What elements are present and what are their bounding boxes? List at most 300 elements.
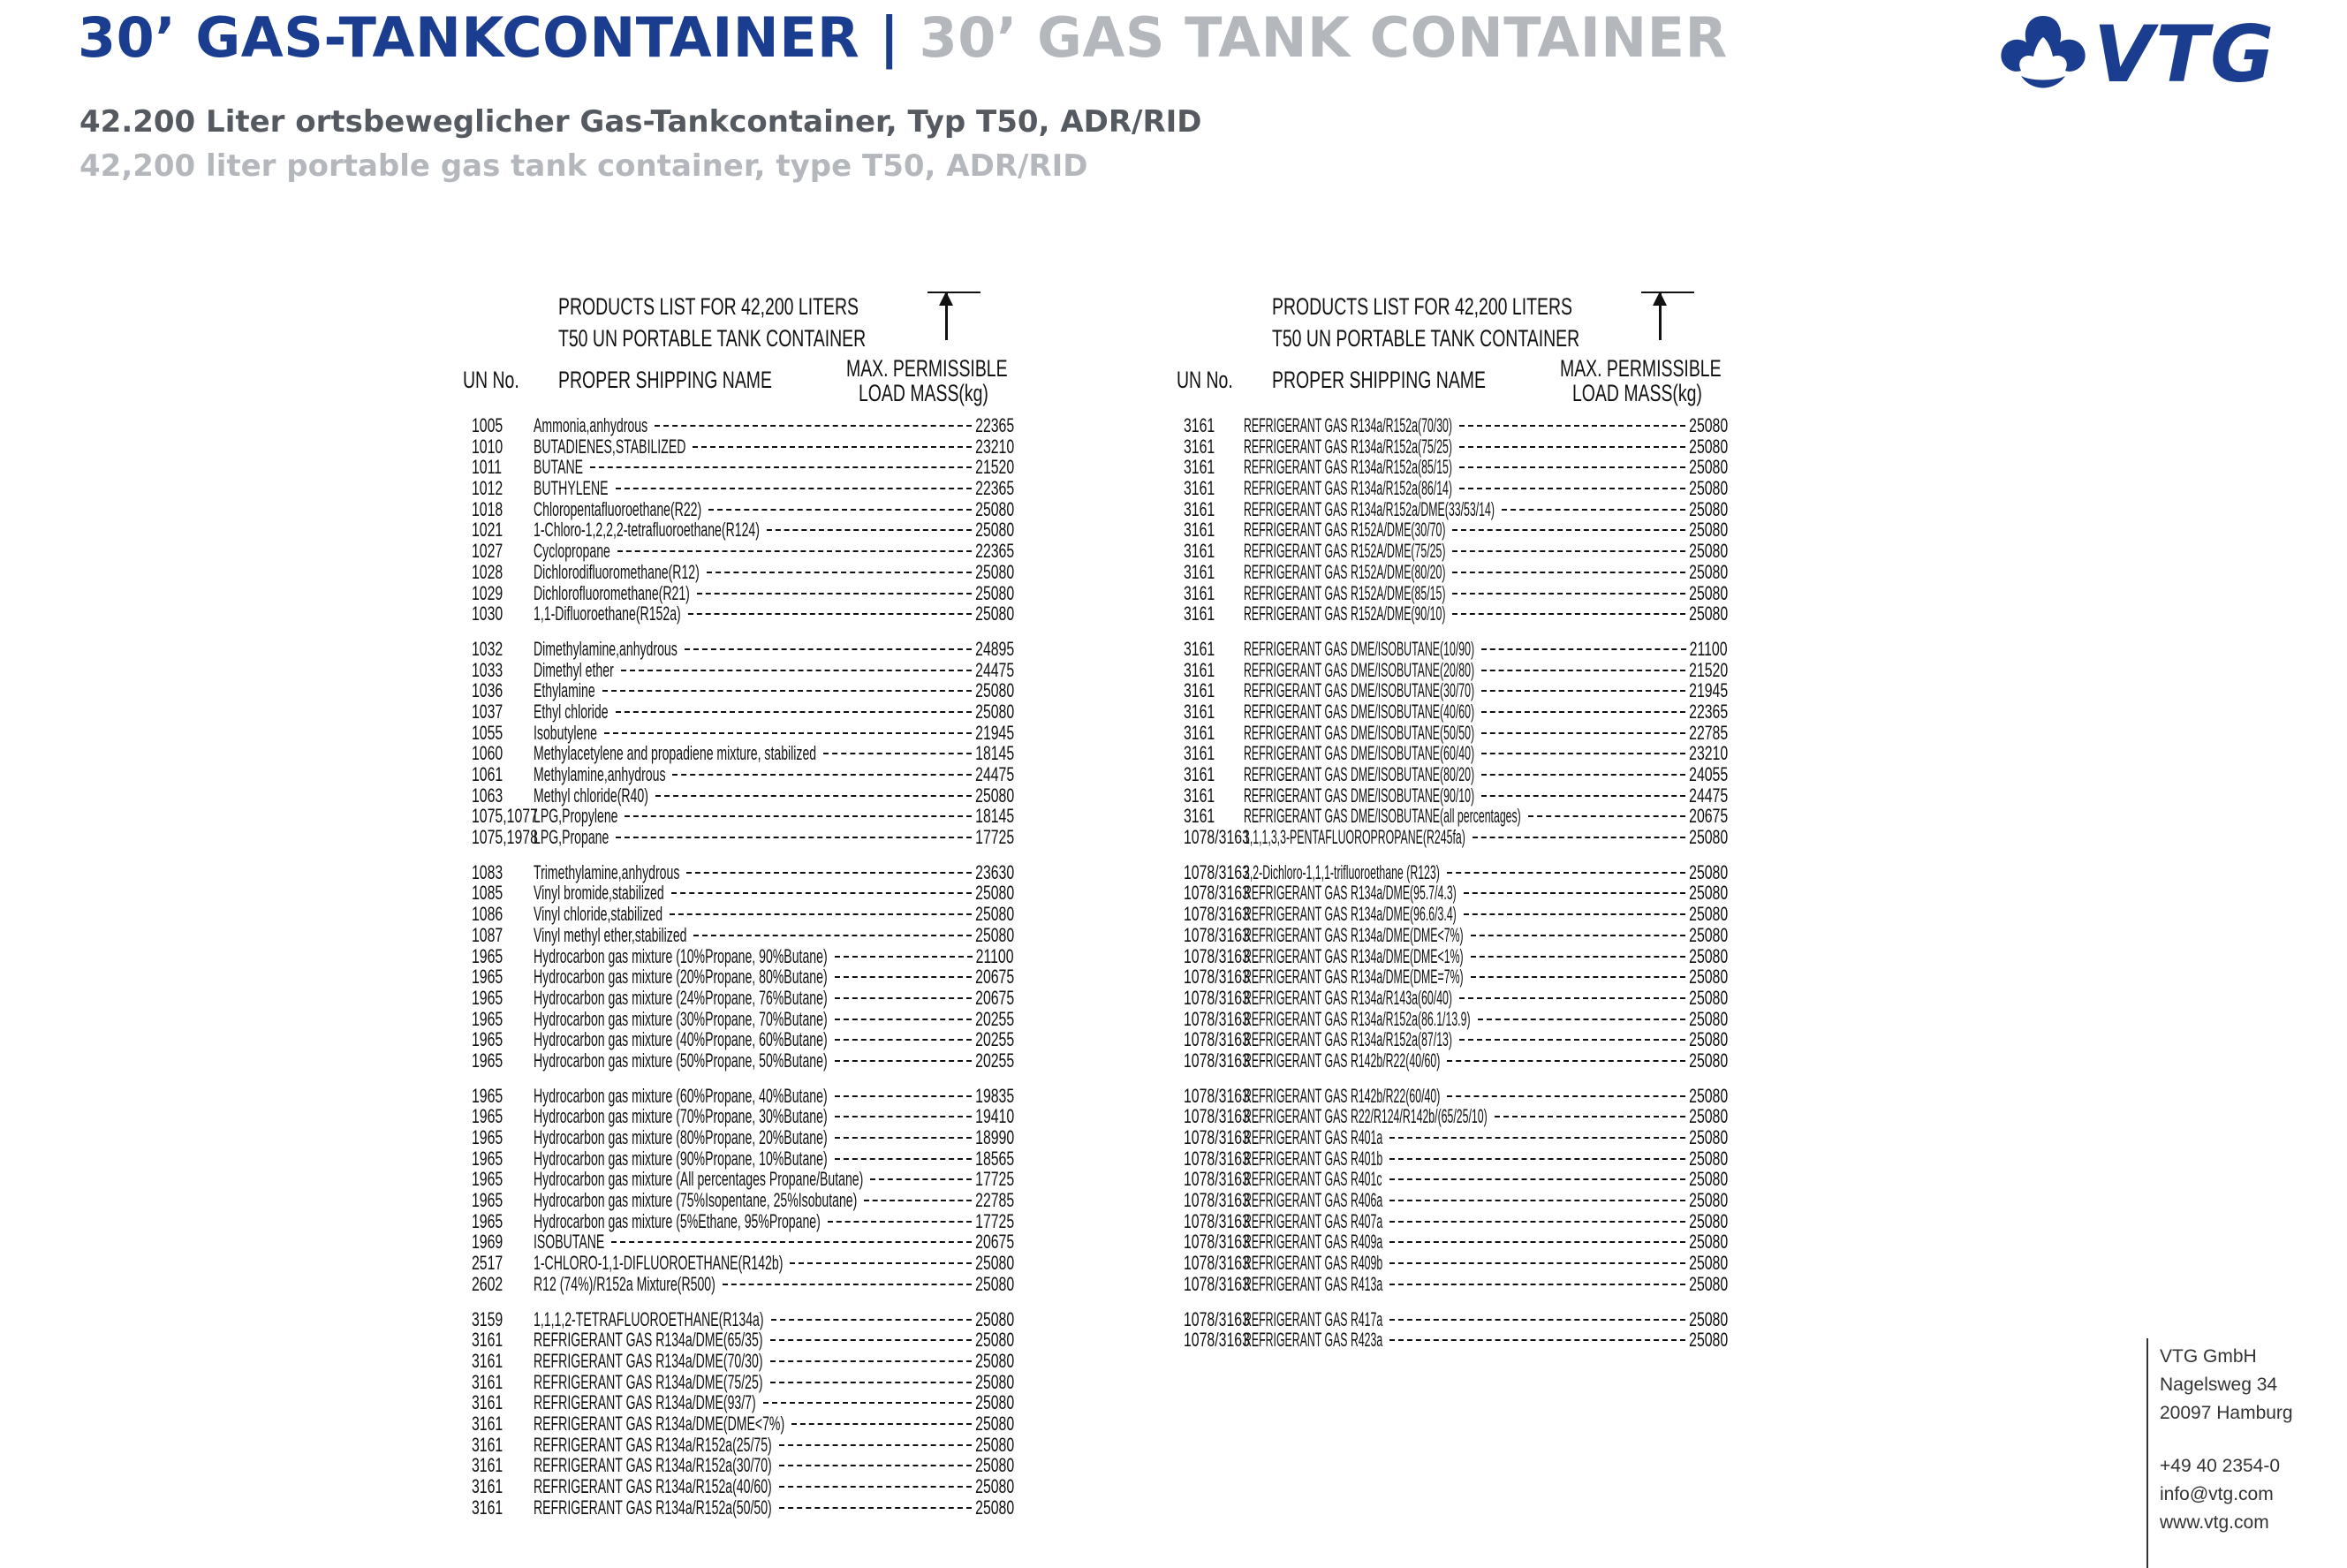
column-header-un: UN No. [463,367,519,393]
product-row [1173,1050,1738,1072]
product-row [1173,562,1738,583]
max-load-mass: 25080 [974,602,1014,625]
max-load-mass: 20255 [974,1007,1014,1030]
leader-dashes [723,1284,972,1285]
leader-dashes [1481,690,1685,692]
product-row [1173,660,1738,681]
max-load-mass: 25080 [1688,1105,1728,1128]
max-load-mass: 25080 [974,903,1014,926]
un-number: 1965 [472,1147,503,1170]
leader-dashes [835,1019,972,1020]
leader-dashes [1452,593,1685,595]
un-number: 1078/3163 [1184,986,1250,1009]
product-row [1173,415,1738,436]
max-load-mass: 25080 [1688,1028,1728,1051]
un-number: 3161 [1184,497,1215,520]
un-number: 1078/3163 [1184,903,1250,926]
product-row [1173,680,1738,701]
max-load-mass: 25080 [1688,986,1728,1009]
company-city: 20097 Hamburg [2160,1403,2293,1423]
max-load-mass: 25080 [974,1475,1014,1497]
un-number: 1029 [472,581,503,604]
product-row [1173,946,1738,967]
product-row [459,680,1025,701]
leader-dashes [835,1137,972,1139]
shipping-name: REFRIGERANT GAS R134a/R152a(86/14) [1244,477,1453,500]
product-row [1173,639,1738,660]
un-number: 3161 [472,1370,503,1393]
shipping-name: REFRIGERANT GAS R134a/R152a/DME(33/53/14) [1244,497,1495,520]
un-number: 1965 [472,1028,503,1051]
max-load-mass: 22785 [974,1189,1014,1212]
max-load-mass: 25080 [1688,1329,1728,1352]
product-row [459,1106,1025,1127]
max-load-mass: 19410 [974,1105,1014,1128]
max-load-mass: 25080 [1688,1272,1728,1295]
shipping-name: REFRIGERANT GAS R142b/R22(60/40) [1244,1084,1441,1107]
contact-divider [2146,1338,2148,1568]
shipping-name: Hydrocarbon gas mixture (75%Isopentane, 25%Isobutane) [534,1189,858,1212]
un-number: 1060 [472,742,503,765]
product-row [1173,764,1738,785]
leader-dashes [1389,1241,1685,1243]
leader-dashes [1447,1060,1685,1062]
leader-dashes [770,1382,972,1383]
leader-dashes [590,466,972,468]
max-load-mass: 21100 [976,944,1014,967]
shipping-name: REFRIGERANT GAS R134a/DME(70/30) [534,1349,763,1372]
product-row [1173,1106,1738,1127]
max-load-mass: 17725 [974,826,1014,849]
un-number: 3161 [472,1475,503,1497]
shipping-name: REFRIGERANT GAS R134a/R152a(86.1/13.9) [1244,1007,1471,1030]
shipping-name: REFRIGERANT GAS R406a [1244,1189,1383,1212]
product-row [1173,1009,1738,1030]
max-load-mass: 25080 [1688,1007,1728,1030]
product-row [459,925,1025,946]
leader-dashes [767,529,972,531]
un-number: 3161 [1184,540,1215,563]
max-load-mass: 25080 [974,1496,1014,1519]
max-load-mass: 25080 [1688,1231,1728,1254]
product-group [459,1086,1025,1295]
product-row [459,988,1025,1009]
leader-dashes [655,795,972,797]
max-load-mass: 23210 [974,435,1014,458]
un-number: 3161 [1184,784,1215,807]
un-number: 1078/3163 [1184,1252,1250,1275]
list-title-line1: PRODUCTS LIST FOR 42,200 LITERS [1272,293,1572,320]
company-phone: +49 40 2354-0 [2160,1456,2281,1476]
leader-dashes [1452,613,1685,615]
leader-dashes [835,1158,972,1160]
leader-dashes [1481,648,1686,650]
leader-dashes [779,1507,972,1509]
shipping-name: REFRIGERANT GAS R134a/DME(96.6/3.4) [1244,903,1457,926]
un-number: 3161 [1184,679,1215,702]
max-load-mass: 22365 [974,477,1014,500]
max-load-mass: 17725 [974,1168,1014,1191]
leader-dashes [1389,1221,1685,1223]
leader-dashes [616,488,972,489]
leader-dashes [1459,488,1685,489]
title-german: 30’ GAS-TANKCONTAINER [78,5,860,70]
company-web[interactable]: www.vtg.com [2160,1512,2269,1533]
product-row [459,660,1025,681]
product-row [459,827,1025,848]
un-number: 3161 [1184,721,1215,744]
max-load-mass: 25080 [1688,581,1728,604]
leader-dashes [616,711,972,713]
shipping-name: Hydrocarbon gas mixture (10%Propane, 90%Butane) [534,944,828,967]
product-row [1173,1029,1738,1050]
max-load-mass: 25080 [974,1370,1014,1393]
product-group [1173,862,1738,1072]
shipping-name: R12 (74%)/R152a Mixture(R500) [534,1272,715,1295]
shipping-name: REFRIGERANT GAS R134a/DME(DME<7%) [1244,923,1464,946]
max-load-mass: 25080 [1688,456,1728,479]
shipping-name: REFRIGERANT GAS DME/ISOBUTANE(90/10) [1244,784,1475,807]
leader-dashes [770,1360,972,1362]
product-row [1173,723,1738,744]
un-number: 1078/3163 [1184,1049,1250,1072]
shipping-name: REFRIGERANT GAS DME/ISOBUTANE(80/20) [1244,763,1475,785]
product-row [459,1372,1025,1393]
shipping-name: Methylacetylene and propadiene mixture, stabilized [534,742,817,765]
max-load-mass: 25080 [974,923,1014,946]
shipping-name: Ethyl chloride [534,700,609,723]
max-load-mass: 22365 [974,540,1014,563]
subtitle-english: 42,200 liter portable gas tank container, type T50, ADR/RID [79,148,1088,184]
product-row [1173,988,1738,1009]
leader-dashes [823,753,972,754]
company-name: VTG GmbH [2160,1346,2257,1367]
un-number: 1075,1077 [472,805,538,828]
un-number: 1028 [472,560,503,583]
un-number: 3161 [1184,519,1215,542]
max-load-mass: 25080 [974,700,1014,723]
shipping-name: REFRIGERANT GAS R134a/R152a(70/30) [1244,414,1453,436]
leader-dashes [1471,976,1685,978]
product-row [459,764,1025,785]
un-number: 2517 [472,1252,503,1275]
product-row [459,1497,1025,1519]
leader-dashes [779,1486,972,1488]
column-header-un: UN No. [1177,367,1233,393]
un-number: 1969 [472,1231,503,1254]
product-row [459,1253,1025,1274]
max-load-mass: 25080 [1688,826,1728,849]
max-load-mass: 25080 [974,497,1014,520]
un-number: 1087 [472,923,503,946]
product-row [459,1029,1025,1050]
product-row [459,862,1025,883]
product-row [459,882,1025,904]
shipping-name: REFRIGERANT GAS R407a [1244,1209,1383,1232]
shipping-name: REFRIGERANT GAS R134a/R152a(50/50) [534,1496,772,1519]
un-number: 1012 [472,477,503,500]
shipping-name: REFRIGERANT GAS R134a/DME(DME<7%) [534,1412,785,1435]
un-number: 1965 [472,1084,503,1107]
product-row [1173,743,1738,764]
un-number: 3161 [472,1412,503,1435]
shipping-name: Hydrocarbon gas mixture (40%Propane, 60%Butane) [534,1028,828,1051]
un-number: 1011 [472,456,503,479]
shipping-name: REFRIGERANT GAS R134a/R152a(85/15) [1244,456,1453,479]
product-row [459,1476,1025,1497]
max-load-mass: 25080 [974,1329,1014,1352]
max-load-mass: 21520 [974,456,1014,479]
product-row [459,1148,1025,1170]
shipping-name: REFRIGERANT GAS R134a/R152a(30/70) [534,1454,772,1477]
shipping-name: REFRIGERANT GAS DME/ISOBUTANE(30/70) [1244,679,1475,702]
product-row [459,1435,1025,1456]
un-number: 1075,1978 [472,826,538,849]
product-row [1173,1309,1738,1330]
leader-dashes [617,550,972,552]
un-number: 1078/3163 [1184,1147,1250,1170]
max-load-mass: 25080 [1688,903,1728,926]
leader-dashes [671,892,972,894]
product-row [459,415,1025,436]
max-load-mass: 21945 [1688,679,1728,702]
products-list-body [459,415,1025,1518]
un-number: 1965 [472,966,503,989]
max-load-mass: 25080 [974,882,1014,905]
un-number: 3161 [472,1433,503,1456]
un-number: 1078/3163 [1184,1307,1250,1330]
shipping-name: REFRIGERANT GAS R134a/DME(65/35) [534,1329,763,1352]
leader-dashes [1447,1095,1685,1097]
product-row [459,743,1025,764]
max-load-mass: 25080 [1688,560,1728,583]
leader-dashes [790,1262,972,1264]
company-email[interactable]: info@vtg.com [2160,1484,2274,1504]
leader-dashes [1481,774,1685,776]
shipping-name: Ammonia,anhydrous [534,414,648,436]
shipping-name: Hydrocarbon gas mixture (50%Propane, 50%Butane) [534,1049,828,1072]
max-load-mass: 25080 [974,784,1014,807]
shipping-name: Vinyl methyl ether,stabilized [534,923,687,946]
product-row [459,1050,1025,1072]
un-number: 1037 [472,700,503,723]
un-number: 1965 [472,1007,503,1030]
shipping-name: Dimethyl ether [534,658,614,681]
max-load-mass: 18990 [974,1126,1014,1148]
product-row [1173,701,1738,723]
un-number: 1965 [472,1049,503,1072]
shipping-name: REFRIGERANT GAS R134a/R152a(25/75) [534,1433,772,1456]
leader-dashes [1471,935,1685,936]
product-group [1173,1086,1738,1295]
leader-dashes [604,732,972,734]
un-number: 3161 [1184,805,1215,828]
leader-dashes [1452,550,1685,552]
leader-dashes [708,509,972,511]
max-load-mass: 25080 [974,679,1014,702]
un-number: 3161 [1184,742,1215,765]
un-number: 1033 [472,658,503,681]
shipping-name: ISOBUTANE [534,1231,605,1254]
un-number: 1085 [472,882,503,905]
shipping-name: REFRIGERANT GAS R134a/DME(95.7/4.3) [1244,882,1457,905]
max-load-mass: 24895 [974,637,1014,660]
product-row [1173,1127,1738,1148]
shipping-name: Hydrocarbon gas mixture (5%Ethane, 95%Propane) [534,1209,821,1232]
max-load-mass: 25080 [1688,944,1728,967]
max-load-mass: 18145 [974,742,1014,765]
leader-dashes [672,774,971,776]
leader-dashes [1459,425,1685,427]
max-load-mass: 23630 [974,860,1014,883]
un-number: 1965 [472,1189,503,1212]
un-number: 1078/3163 [1184,1329,1250,1352]
shipping-name: REFRIGERANT GAS R134a/DME(DME<1%) [1244,944,1464,967]
leader-dashes [621,670,972,671]
product-row [1173,1274,1738,1295]
un-number: 3161 [472,1329,503,1352]
leader-dashes [625,815,971,817]
product-row [459,1211,1025,1232]
max-load-mass: 25080 [974,1272,1014,1295]
leader-dashes [1528,815,1685,817]
un-number: 1021 [472,519,503,542]
un-number: 3161 [1184,658,1215,681]
max-load-mass: 25080 [1688,519,1728,542]
product-row [1173,1211,1738,1232]
leader-dashes [1481,711,1685,713]
un-number: 1078/3163 [1184,1084,1250,1107]
leader-dashes [791,1423,972,1425]
un-number: 3161 [1184,602,1215,625]
shipping-name: REFRIGERANT GAS R401a [1244,1126,1383,1148]
un-number: 3161 [1184,700,1215,723]
product-row [459,639,1025,660]
max-load-mass: 25080 [974,1433,1014,1456]
leader-dashes [779,1465,972,1466]
title-separator: | [879,5,900,70]
shipping-name: REFRIGERANT GAS R134a/R143a(60/40) [1244,986,1453,1009]
leader-dashes [693,935,971,936]
product-row [459,1392,1025,1413]
product-group [1173,415,1738,625]
leader-dashes [1452,572,1685,573]
product-row [1173,436,1738,458]
product-row [1173,1231,1738,1253]
product-row [459,1086,1025,1107]
max-load-mass: 25080 [1688,1084,1728,1107]
product-row [1173,1148,1738,1170]
leader-dashes [1473,837,1685,838]
leader-dashes [835,1116,972,1117]
shipping-name: 1,1,1,2-TETRAFLUOROETHANE(R134a) [534,1307,764,1330]
un-number: 1032 [472,637,503,660]
shipping-name: Isobutylene [534,721,598,744]
product-row [459,1329,1025,1351]
leader-dashes [1459,466,1685,468]
max-load-mass: 21520 [1688,658,1728,681]
product-row [1173,862,1738,883]
max-load-mass: 25080 [1688,1168,1728,1191]
un-number: 1063 [472,784,503,807]
un-number: 3161 [1184,560,1215,583]
shipping-name: REFRIGERANT GAS R134a/R152a(75/25) [1244,435,1453,458]
shipping-name: Hydrocarbon gas mixture (30%Propane, 70%Butane) [534,1007,828,1030]
shipping-name: REFRIGERANT GAS DME/ISOBUTANE(10/90) [1244,637,1475,660]
shipping-name: Hydrocarbon gas mixture (24%Propane, 76%Butane) [534,986,828,1009]
leader-dashes [1481,753,1685,754]
product-row [1173,904,1738,925]
max-load-mass: 24475 [1688,784,1728,807]
max-load-mass: 25080 [974,1307,1014,1330]
products-list-left [459,283,1025,1532]
un-number: 1078/3163 [1184,826,1250,849]
shipping-name: BUTHYLENE [534,477,609,500]
product-row [459,1351,1025,1372]
max-load-mass: 25080 [1688,477,1728,500]
product-row [459,1413,1025,1435]
shipping-name: Trimethylamine,anhydrous [534,860,680,883]
leader-dashes [779,1444,972,1446]
shipping-name: REFRIGERANT GAS R134a/R152a(87/13) [1244,1028,1453,1051]
product-row [1173,478,1738,499]
shipping-name: BUTADIENES,STABILIZED [534,435,686,458]
un-number: 1061 [472,763,503,785]
shipping-name: Dichlorodifluoromethane(R12) [534,560,700,583]
product-row [459,1127,1025,1148]
max-load-mass: 20675 [974,986,1014,1009]
product-row [459,562,1025,583]
leader-dashes [1481,670,1685,671]
shipping-name: BUTANE [534,456,584,479]
product-row [459,436,1025,458]
leader-dashes [688,613,972,615]
max-load-mass: 25080 [1688,1126,1728,1148]
max-load-mass: 25080 [974,1412,1014,1435]
max-load-mass: 25080 [1688,1147,1728,1170]
un-number: 1078/3163 [1184,1126,1250,1148]
un-number: 3161 [1184,435,1215,458]
product-row [459,1190,1025,1211]
vtg-logo-text: VTG [2093,9,2276,100]
product-row [1173,785,1738,807]
max-load-mass: 24475 [974,658,1014,681]
max-load-mass: 25080 [1688,1049,1728,1072]
leader-dashes [771,1319,972,1321]
leader-dashes [835,1095,972,1097]
shipping-name: 1-Chloro-1,2,2,2-tetrafluoroethane(R124) [534,519,760,542]
shipping-name: Dimethylamine,anhydrous [534,637,678,660]
max-load-mass: 25080 [1688,414,1728,436]
un-number: 3161 [472,1454,503,1477]
leader-dashes [835,1039,972,1041]
shipping-name: Cyclopropane [534,540,610,563]
max-load-mass: 22785 [1688,721,1728,744]
leader-dashes [611,1241,972,1243]
product-row [459,785,1025,807]
un-number: 1965 [472,944,503,967]
max-load-mass: 25080 [1688,882,1728,905]
product-row [459,806,1025,827]
leader-dashes [707,572,972,573]
un-number: 3159 [472,1307,503,1330]
shipping-name: REFRIGERANT GAS R22/R124/R142b/(65/25/10) [1244,1105,1488,1128]
leader-dashes [685,648,972,650]
product-group [459,639,1025,848]
leader-dashes [870,1178,972,1180]
product-row [1173,925,1738,946]
max-load-mass: 25080 [974,519,1014,542]
